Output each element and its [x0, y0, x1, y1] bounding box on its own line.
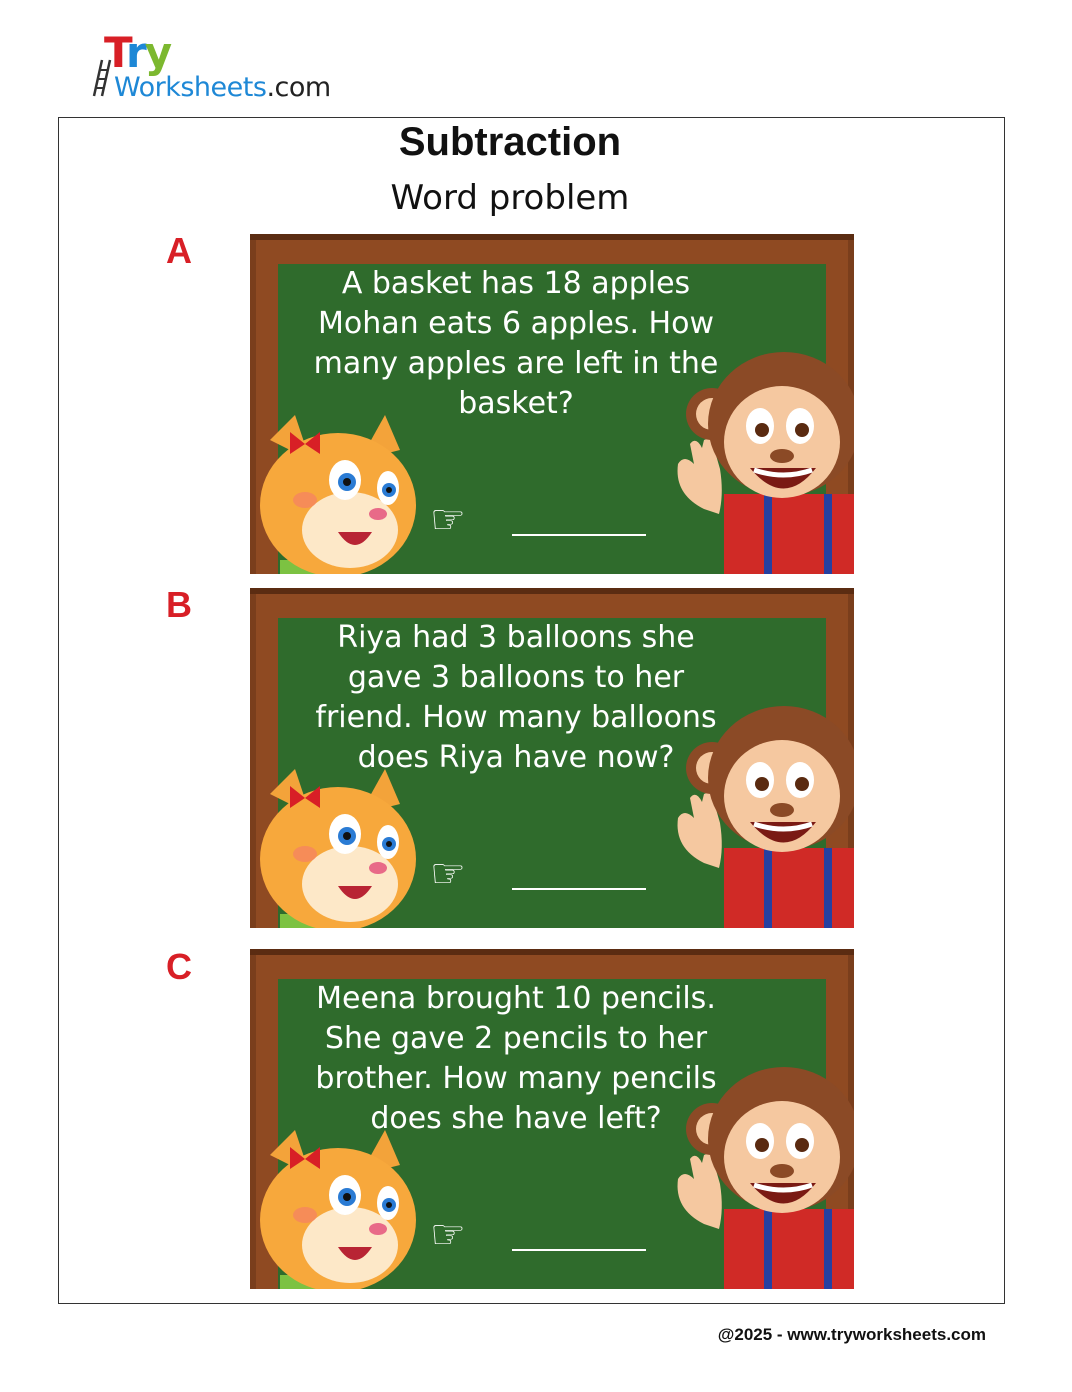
logo-try [104, 28, 170, 77]
page-title: Subtraction [398, 120, 622, 164]
cat-character-icon [250, 764, 430, 928]
copyright-footer: @2025 - www.tryworksheets.com [717, 1325, 986, 1344]
chalkboard-c [250, 949, 854, 1289]
logo-letter-t: T [104, 28, 127, 77]
problem-letter-c: C [166, 946, 192, 987]
site-logo [88, 28, 338, 108]
pointing-hand-icon: ☞ [430, 1212, 466, 1258]
pointing-hand-icon: ☞ [430, 851, 466, 897]
problem-letter-a: A [166, 230, 192, 271]
logo-domain: .com [266, 72, 331, 103]
chalkboard-a [250, 234, 854, 574]
problem-question: A basket has 18 apples Mohan eats 6 apples. How many apples are left in the basket? [313, 266, 719, 421]
answer-blank[interactable] [512, 1249, 646, 1251]
chalkboard-b [250, 588, 854, 928]
answer-blank[interactable] [512, 888, 646, 890]
logo-worksheets-text: Worksheets [114, 72, 267, 103]
answer-blank[interactable] [512, 534, 646, 536]
page-subtitle: Word problem [390, 178, 630, 218]
logo-worksheets [114, 72, 331, 103]
logo-letter-r: r [126, 28, 145, 77]
cat-character-icon [250, 1125, 430, 1289]
logo-letter-y: y [144, 28, 171, 77]
problem-question: Meena brought 10 pencils. She gave 2 pencils to her brother. How many pencils does she have left? [315, 981, 717, 1136]
problem-letter-b: B [166, 584, 192, 625]
pointing-hand-icon: ☞ [430, 497, 466, 543]
cat-character-icon [250, 410, 430, 574]
problem-question: Riya had 3 balloons she gave 3 balloons to her friend. How many balloons does Riya have now? [315, 620, 717, 775]
